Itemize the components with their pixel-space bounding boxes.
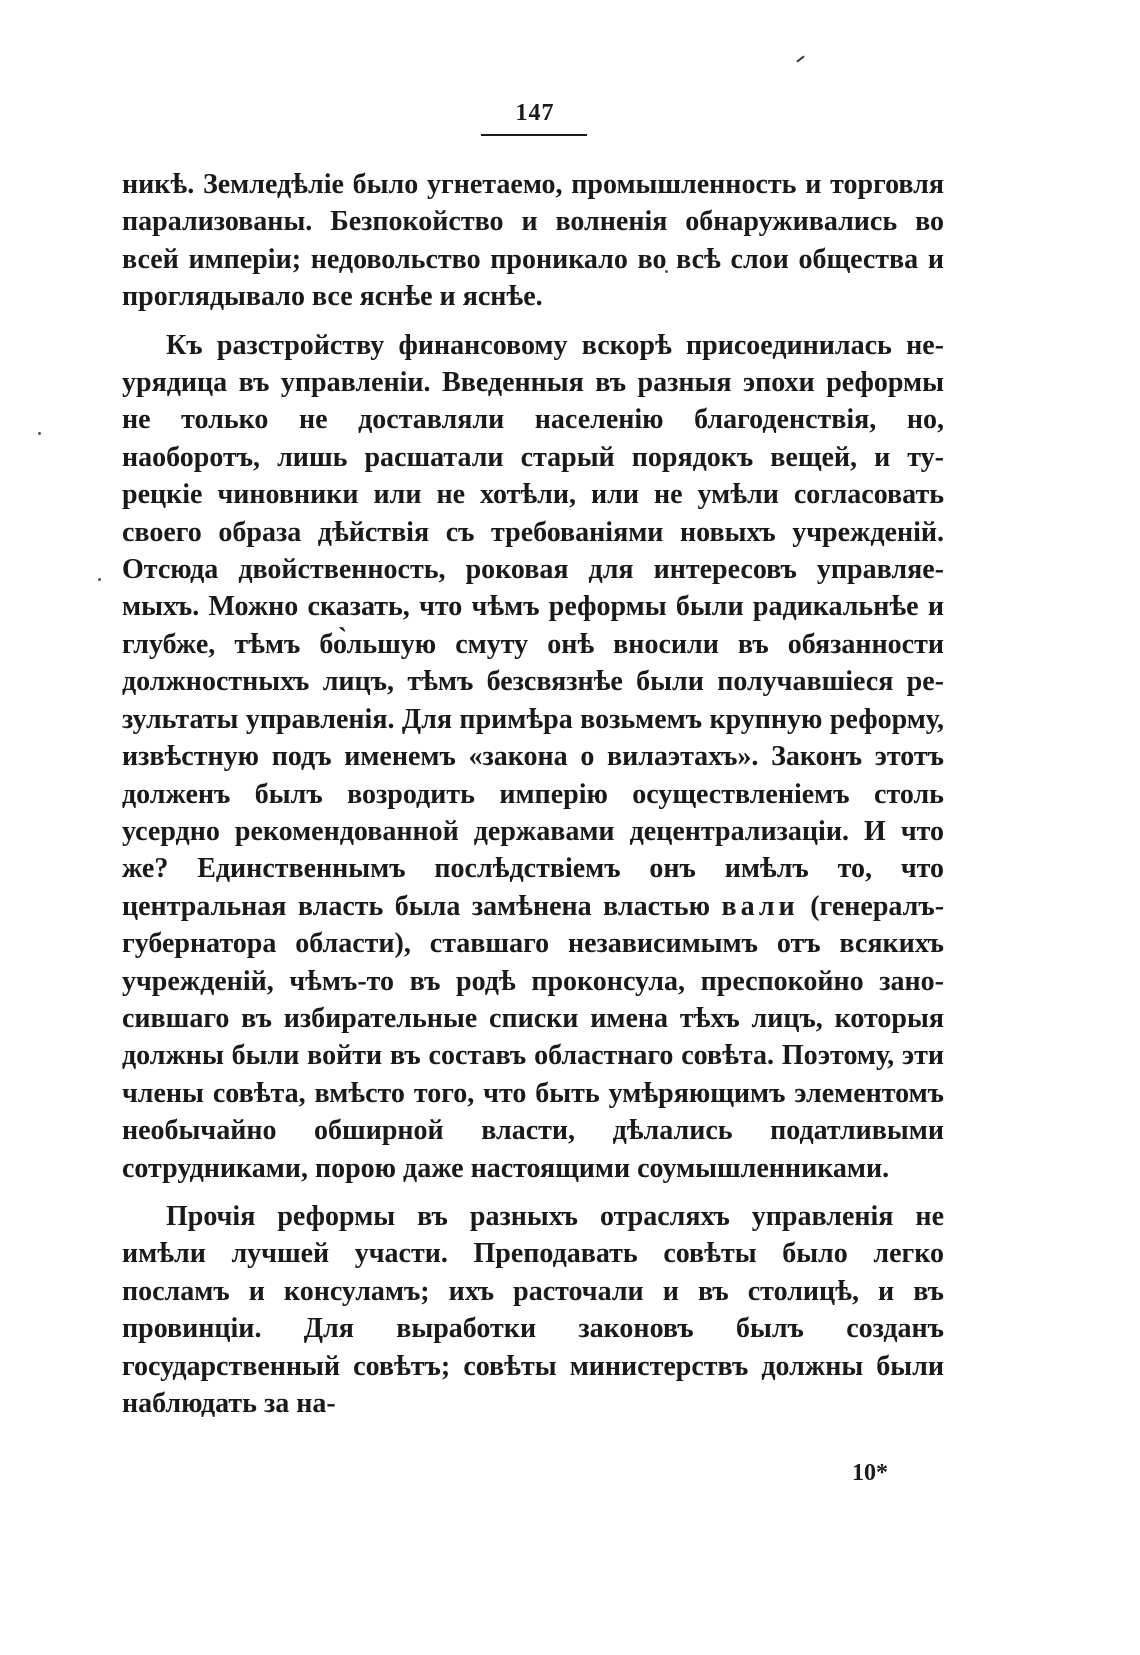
paragraph-text: Къ разстройству финансовому вскорѣ присоединилась неурядица въ управленіи. Введенныя въ разныя эпохи реформы не только не доставляли населенію благоденствія, но, наоборотъ, лишь расшатали старый порядокъ вещей, и турецкіе чиновники или не хотѣли, или не умѣли согласовать своего образа дѣйствія съ требованіями новыхъ учрежденій. Отсюда двойственность, роковая для интересовъ управляемыхъ. Можно сказать, что чѣмъ реформы были радикальнѣе и глубже, тѣмъ бо̀льшую смуту онѣ вносили въ обязанности должностныхъ лицъ, тѣмъ безсвязнѣе были получавшіеся результаты управленія. Для примѣра возьмемъ крупную реформу, извѣстную подъ именемъ «закона о вилаэтахъ». Законъ этотъ долженъ былъ возродить имперію осуществленіемъ столь усердно рекомендованной державами децентрализаціи. И что же? Единственнымъ послѣдствіемъ онъ имѣлъ то, что центральная власть была замѣнена властью bbox=[122, 329, 944, 922]
stray-pen-mark bbox=[796, 55, 804, 62]
paragraph-reforms: Прочія реформы въ разныхъ отрасляхъ управленія не имѣли лучшей участи. Преподавать совѣты было легко посламъ и консуламъ; ихъ расточали и въ столицѣ, и въ провинціи. Для выработки законовъ былъ созданъ государственный совѣтъ; совѣты министерствъ должны были наблюдать за на- bbox=[122, 1200, 944, 1419]
margin-speck bbox=[98, 578, 101, 581]
text-body bbox=[122, 166, 944, 1433]
paragraph-continuation: никѣ. Земледѣліе было угнетаемо, промышленность и торговля парализованы. Безпокойство и волненія обнаруживались во всей имперіи; недовольство проникало во всѣ слои общества и проглядывало все яснѣе и яснѣе. bbox=[122, 169, 944, 313]
printer-signature-mark: 10* bbox=[852, 1460, 888, 1486]
paragraph-administration bbox=[122, 327, 944, 1187]
margin-speck bbox=[38, 432, 41, 435]
paragraph-text: (генералъ-губернатора области), ставшаго независимымъ отъ всякихъ учрежденій, чѣмъ-то въ родѣ проконсула, преспокойно заносившаго въ избирательные списки имена тѣхъ лицъ, которыя должны были войти въ составъ областнаго совѣта. Поэтому, эти члены совѣта, вмѣсто того, что быть умѣряющимъ элементомъ необычайно обширной власти, дѣлались податливыми сотрудниками, порою даже настоящими соумышленниками. bbox=[122, 890, 945, 1184]
page-number: 147 bbox=[515, 100, 555, 126]
page-number-rule bbox=[481, 134, 587, 136]
emphasized-term: вали bbox=[721, 890, 799, 922]
